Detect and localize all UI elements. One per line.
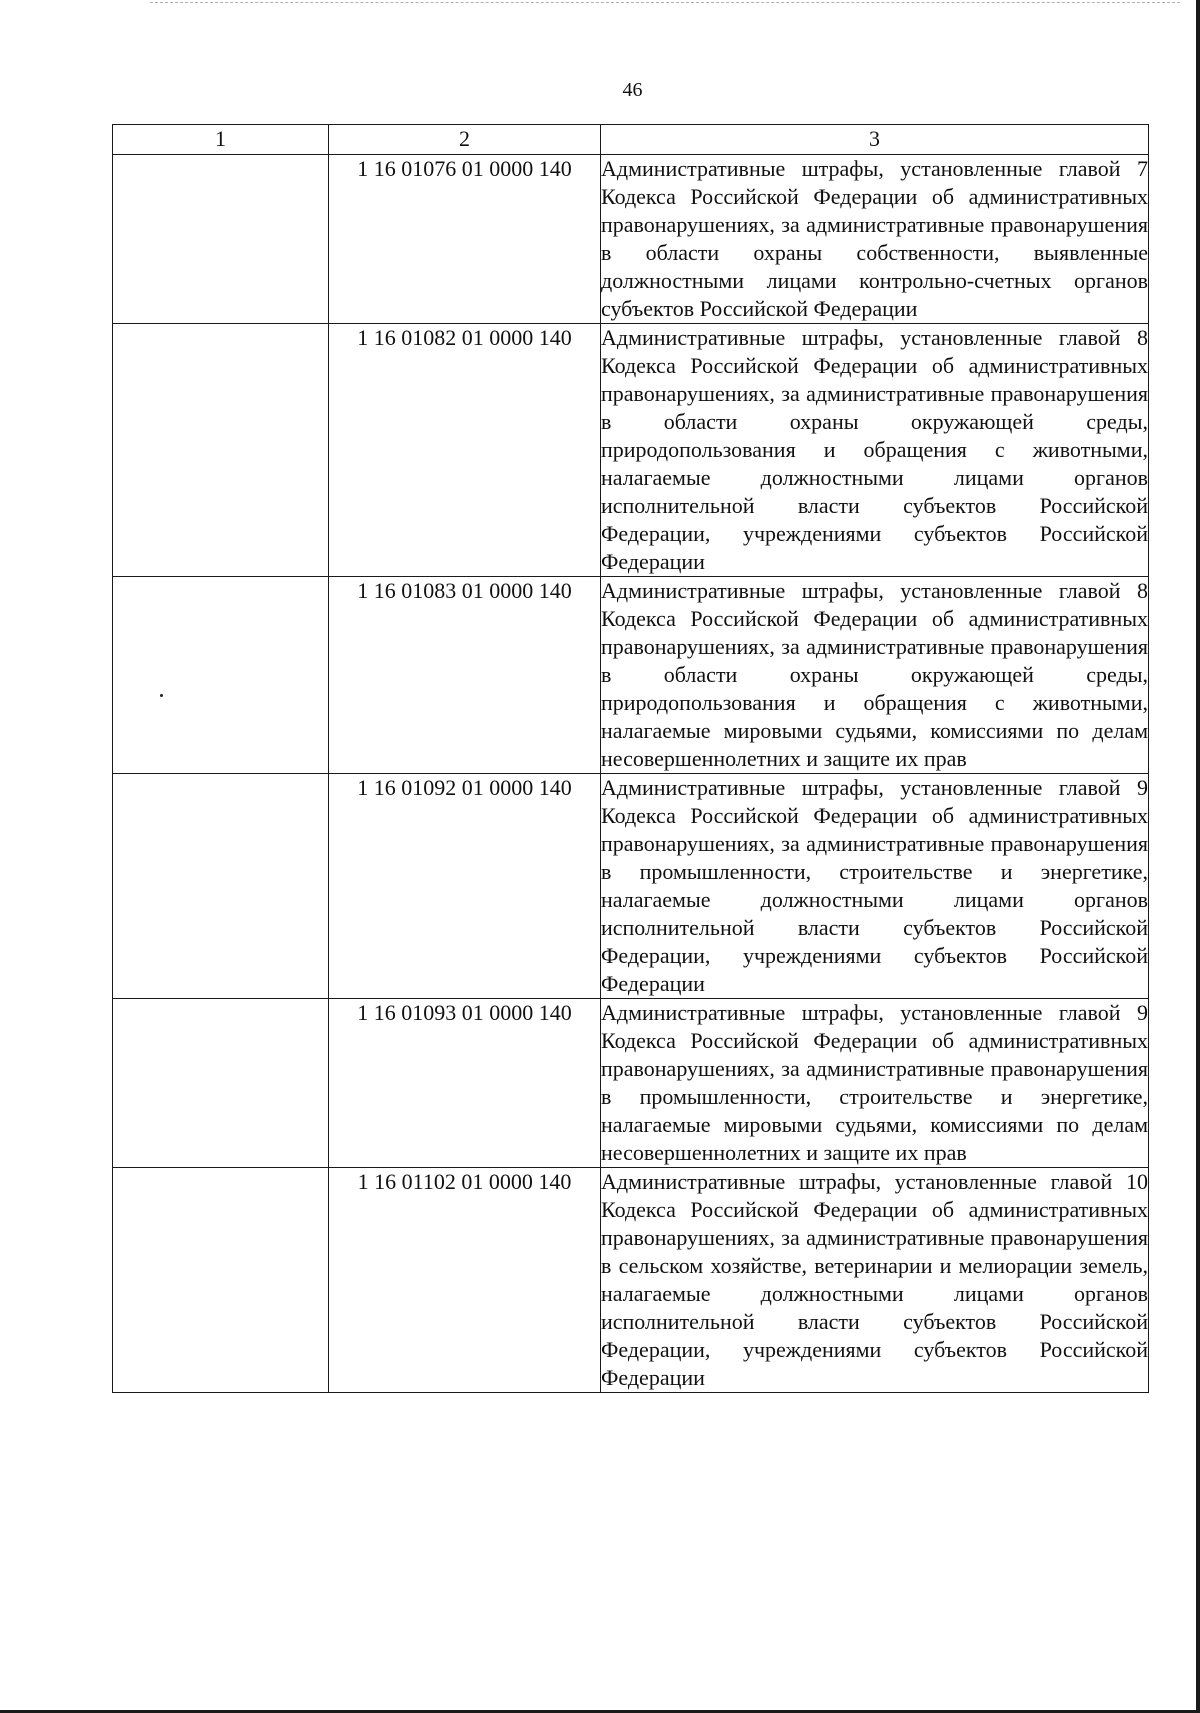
header-col-3: 3 [601, 125, 1149, 155]
description-cell: Административные штрафы, установленные главой 9 Кодекса Российской Федерации об административных правонарушениях, за административные правонарушения в промышленности, строительстве и энергетике, налагаемые должностными лицами органов исполнительной власти субъектов Российской Федерации, учреждениями субъектов Российской Федерации [601, 774, 1149, 999]
table-row [113, 324, 1149, 577]
budget-code-cell: 1 16 01092 01 0000 140 [329, 774, 601, 999]
admin-code-cell [113, 577, 329, 774]
budget-classification-table [112, 124, 1149, 1393]
scan-speck [160, 694, 163, 697]
admin-code-cell [113, 999, 329, 1168]
description-cell: Административные штрафы, установленные главой 9 Кодекса Российской Федерации об административных правонарушениях, за административные правонарушения в промышленности, строительстве и энергетике, налагаемые мировыми судьями, комиссиями по делам несовершеннолетних и защите их прав [601, 999, 1149, 1168]
description-cell: Административные штрафы, установленные главой 7 Кодекса Российской Федерации об административных правонарушениях, за административные правонарушения в области охраны собственности, выявленные должностными лицами контрольно-счетных органов субъектов Российской Федерации [601, 155, 1149, 324]
admin-code-cell [113, 155, 329, 324]
budget-code-cell: 1 16 01093 01 0000 140 [329, 999, 601, 1168]
table-row [113, 155, 1149, 324]
header-col-1: 1 [113, 125, 329, 155]
page-number: 46 [622, 79, 643, 101]
scan-top-line [150, 2, 1180, 3]
scan-right-edge [1196, 0, 1200, 1713]
budget-code-cell: 1 16 01082 01 0000 140 [329, 324, 601, 577]
budget-code-cell: 1 16 01076 01 0000 140 [329, 155, 601, 324]
table-row [113, 999, 1149, 1168]
admin-code-cell [113, 1168, 329, 1393]
description-cell: Административные штрафы, установленные главой 10 Кодекса Российской Федерации об административных правонарушениях, за административные правонарушения в сельском хозяйстве, ветеринарии и мелиорации земель, налагаемые должностными лицами органов исполнительной власти субъектов Российской Федерации, учреждениями субъектов Российской Федерации [601, 1168, 1149, 1393]
description-cell: Административные штрафы, установленные главой 8 Кодекса Российской Федерации об административных правонарушениях, за административные правонарушения в области охраны окружающей среды, природопользования и обращения с животными, налагаемые должностными лицами органов исполнительной власти субъектов Российской Федерации, учреждениями субъектов Российской Федерации [601, 324, 1149, 577]
table-row [113, 1168, 1149, 1393]
table-row [113, 577, 1149, 774]
admin-code-cell [113, 774, 329, 999]
budget-code-cell: 1 16 01102 01 0000 140 [329, 1168, 601, 1393]
admin-code-cell [113, 324, 329, 577]
budget-code-cell: 1 16 01083 01 0000 140 [329, 577, 601, 774]
table-header-row [113, 125, 1149, 155]
header-col-2: 2 [329, 125, 601, 155]
table-row [113, 774, 1149, 999]
description-cell: Административные штрафы, установленные главой 8 Кодекса Российской Федерации об административных правонарушениях, за административные правонарушения в области охраны окружающей среды, природопользования и обращения с животными, налагаемые мировыми судьями, комиссиями по делам несовершеннолетних и защите их прав [601, 577, 1149, 774]
